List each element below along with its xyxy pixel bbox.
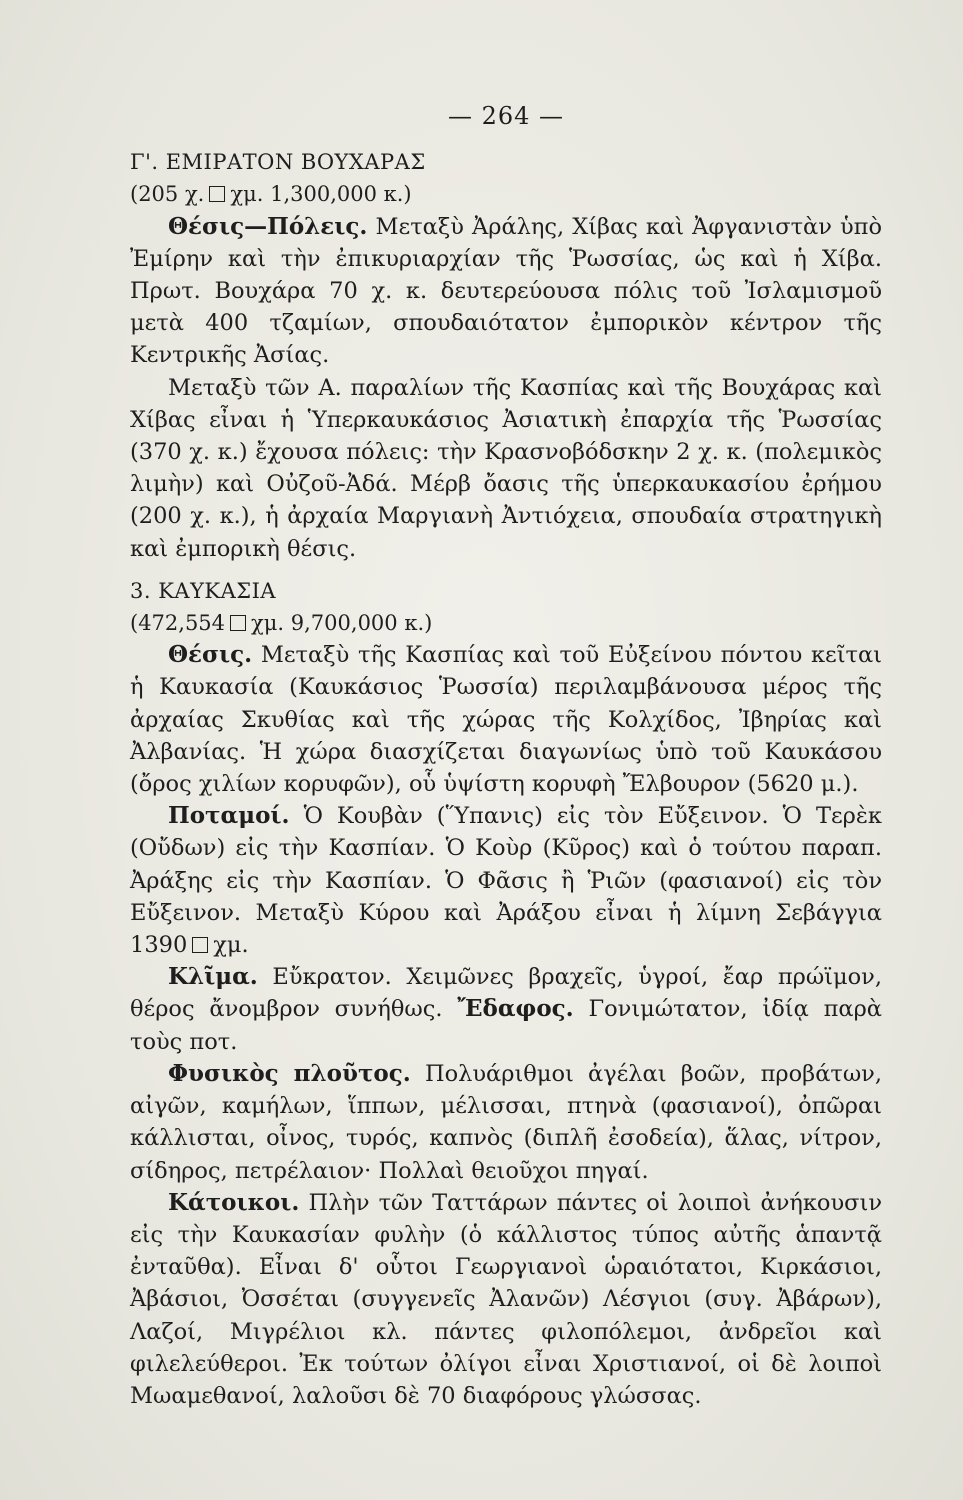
stats-area: (472,554 — [130, 611, 226, 636]
section-title-caucasia: 3. ΚΑΥΚΑΣΙΑ — [130, 578, 277, 603]
paragraph-body: Εὔκρατον. Χειμῶνες βραχεῖς, ὑγροί, ἔαρ πρώϊμον, θέρος ἄνομβρον συνήθως. — [130, 964, 882, 1023]
stats-area: (205 χ. — [130, 182, 205, 207]
paragraph-position-cities — [130, 211, 882, 372]
section-stats-caucasia — [130, 607, 882, 639]
section-title-bukhara: Γ'. ΕΜΙΡΑΤΟΝ ΒΟΥΧΑΡΑΣ — [130, 150, 426, 175]
paragraph-label: Φυσικὸς πλοῦτος. — [168, 1059, 411, 1087]
paragraph-rivers — [130, 800, 882, 961]
paragraph-label: Κλῖμα. — [168, 963, 258, 991]
paragraph-body-soil: Γονιμώτατον, ἰδίᾳ παρὰ τοὺς ποτ. — [130, 996, 883, 1055]
paragraph-label: Κάτοικοι. — [168, 1188, 300, 1216]
paragraph-natural-wealth — [130, 1058, 882, 1187]
paragraph-body: Ὁ Κουβὰν (Ὕπανις) εἰς τὸν Εὔξεινον. Ὁ Τερὲκ (Οὔδων) εἰς τὴν Κασπίαν. Ὁ Κοὺρ (Κῦρος) καὶ ὁ τούτου παραπ. Ἀράξης εἰς τὴν Κασπίαν. Ὁ Φᾶσις ἢ Ῥιῶν (φασιανοί) εἰς τὸν Εὔξεινον. Μεταξὺ Κύρου καὶ Ἀράξου εἶναι ἡ λίμνη Σεβάγγια 1390 — [130, 803, 882, 959]
paragraph-label-soil: Ἔδαφος. — [457, 995, 574, 1023]
paragraph-position — [130, 639, 882, 800]
square-symbol-icon — [230, 615, 246, 631]
paragraph-body: Μεταξὺ Ἀράλης, Χίβας καὶ Ἀφγανιστὰν ὑπὸ Ἐμίρην καὶ τὴν ἐπικυριαρχίαν τῆς Ῥωσσίας, ὡς καὶ ἡ Χίβα. Πρωτ. Βουχάρα 70 χ. κ. δευτερεύουσα πόλις τοῦ Ἰσλαμισμοῦ μετὰ 400 τζαμίων, σπουδαιότατον ἐμπορικὸν κέντρον τῆς Κεντρικῆς Ἀσίας. — [130, 213, 882, 369]
paragraph-body: Μεταξὺ τῆς Κασπίας καὶ τοῦ Εὐξείνου πόντου κεῖται ἡ Καυκασία (Καυκάσιος Ῥωσσία) περιλαμβάνουσα μέρος τῆς ἀρχαίας Σκυθίας καὶ τῆς χώρας τῆς Κολχίδος, Ἰβηρίας καὶ Ἀλβανίας. Ἡ χώρα διασχίζεται διαγωνίως ὑπὸ τοῦ Καυκάσου (ὄρος χιλίων κορυφῶν), οὗ ὑψίστη κορυφὴ Ἔλβουρον (5620 μ.). — [130, 642, 882, 798]
page-text — [130, 100, 882, 1412]
paragraph-climate-soil — [130, 961, 882, 1058]
stats-population: χμ. 1,300,000 κ.) — [230, 182, 412, 207]
paragraph-label: Θέσις. — [168, 641, 253, 669]
stats-population: χμ. 9,700,000 κ.) — [251, 611, 433, 636]
paragraph-body-end: χμ. — [213, 932, 249, 959]
paragraph-body: Πλὴν τῶν Ταττάρων πάντες οἱ λοιποὶ ἀνήκουσιν εἰς τὴν Καυκασίαν φυλὴν (ὁ κάλλιστος τύπος αὐτῆς ἁπαντᾷ ἐνταῦθα). Εἶναι δ' οὗτοι Γεωργιανοὶ ὡραιότατοι, Κιρκάσιοι, Ἀβάσιοι, Ὀσσέται (συγγενεῖς Ἀλανῶν) Λέσγιοι (συγ. Ἀβάρων), Λαζοί, Μιγρέλιοι κλ. πάντες φιλοπόλεμοι, ἀνδρεῖοι καὶ φιλελεύθεροι. Ἐκ τούτων ὀλίγοι εἶναι Χριστιανοί, οἱ δὲ λοιποὶ Μωαμεθανοί, λαλοῦσι δὲ 70 διαφόρους γλώσσας. — [130, 1189, 883, 1409]
paragraph-label: Ποταμοί. — [168, 802, 290, 830]
square-symbol-icon — [209, 186, 225, 202]
page-number: — 264 — — [447, 102, 565, 130]
paragraph-body: Πολυάριθμοι ἀγέλαι βοῶν, προβάτων, αἰγῶν, καμήλων, ἵππων, μέλισσαι, πτηνὰ (φασιανοί), ὀπῶραι κάλλισται, οἶνος, τυρός, καπνὸς (διπλῆ ἐσοδεία), ἅλας, νίτρον, σίδηρος, πετρέλαιον· Πολλαὶ θειοῦχοι πηγαί. — [130, 1060, 883, 1184]
paragraph-transcaspia: Μεταξὺ τῶν Α. παραλίων τῆς Κασπίας καὶ τῆς Βουχάρας καὶ Χίβας εἶναι ἡ Ὑπερκαυκάσιος Ἀσιατικὴ ἐπαρχία τῆς Ῥωσσίας (370 χ. κ.) ἔχουσα πόλεις: τὴν Κρασνοβόδσκην 2 χ. κ. (πολεμικὸς λιμὴν) καὶ Οὐζοῦ-Ἀδά. Μέρβ ὄασις τῆς ὑπερκαυκασίου ἐρήμου (200 χ. κ.), ἡ ἀρχαία Μαργιανὴ Ἀντιόχεια, σπουδαία στρατηγικὴ καὶ ἐμπορικὴ θέσις. — [130, 374, 882, 562]
paragraph-label: Θέσις—Πόλεις. — [168, 212, 368, 240]
paragraph-inhabitants — [130, 1187, 882, 1412]
section-stats-bukhara — [130, 178, 882, 210]
square-symbol-icon — [192, 937, 208, 953]
